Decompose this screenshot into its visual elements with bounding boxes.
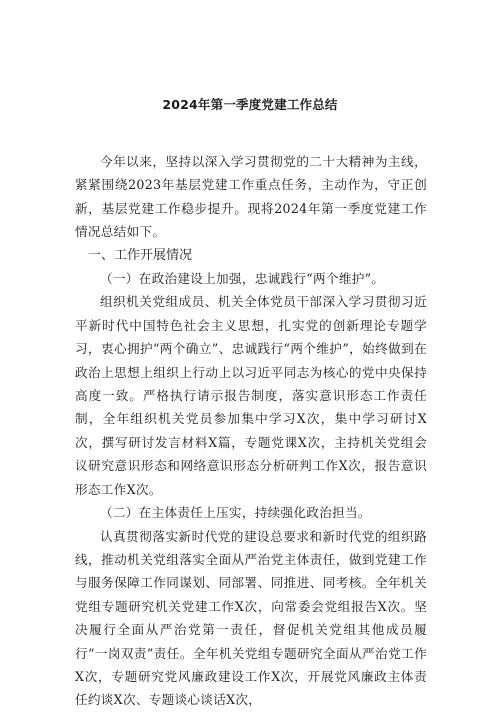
section-heading-work-status: 一、工作开展情况 (88, 247, 193, 263)
document-title: 2024年第一季度党建工作总结 (162, 97, 338, 112)
document-body (75, 150, 427, 712)
main-responsibility-paragraph: 认真贯彻落实新时代党的建设总要求和新时代党的组织路线，推动机关党组落实全面从严治党主体责任，做到党建工作与服务保障工作同谋划、同部署、同推进、同考核。全年机关党组专题研究机关党建工作X次，向常委会党组报告X次。坚决履行全面从严治党第一责任，督促机关党组其他成员履行“一岗双责”责任。全年机关党组专题研究全面从严治党工作X次，专题研究党风廉政建设工作X次，开展党风廉政主体责任约谈X次、专题谈心谈话X次， (75, 528, 427, 708)
subsection-heading-main-responsibility: （二）在主体责任上压实，持续强化政治担当。 (100, 505, 371, 521)
intro-paragraph: 今年以来，坚持以深入学习贯彻党的二十大精神为主线，紧紧围绕2023年基层党建工作重点任务，主动作为，守正创新，基层党建工作稳步提升。现将2024年第一季度党建工作情况总结如下。 (75, 154, 427, 240)
political-building-paragraph: 组织机关党组成员、机关全体党员干部深入学习贯彻习近平新时代中国特色社会主义思想，扎实党的创新理论专题学习，衷心拥护“两个确立”、忠诚践行“两个维护”，始终做到在政治上思想上组织上行动上以习近平同志为核心的党中央保持高度一致。严格执行请示报告制度，落实意识形态工作责任制，全年组织机关党员参加集中学习X次，集中学习研讨X次，撰写研讨发言材料X篇，专题党课X次，主持机关党组会议研究意识形态和网络意识形态分析研判工作X次，报告意识形态工作X次。 (75, 294, 427, 497)
subsection-heading-political-building: （一）在政治建设上加强，忠诚践行“两个维护”。 (100, 271, 385, 287)
